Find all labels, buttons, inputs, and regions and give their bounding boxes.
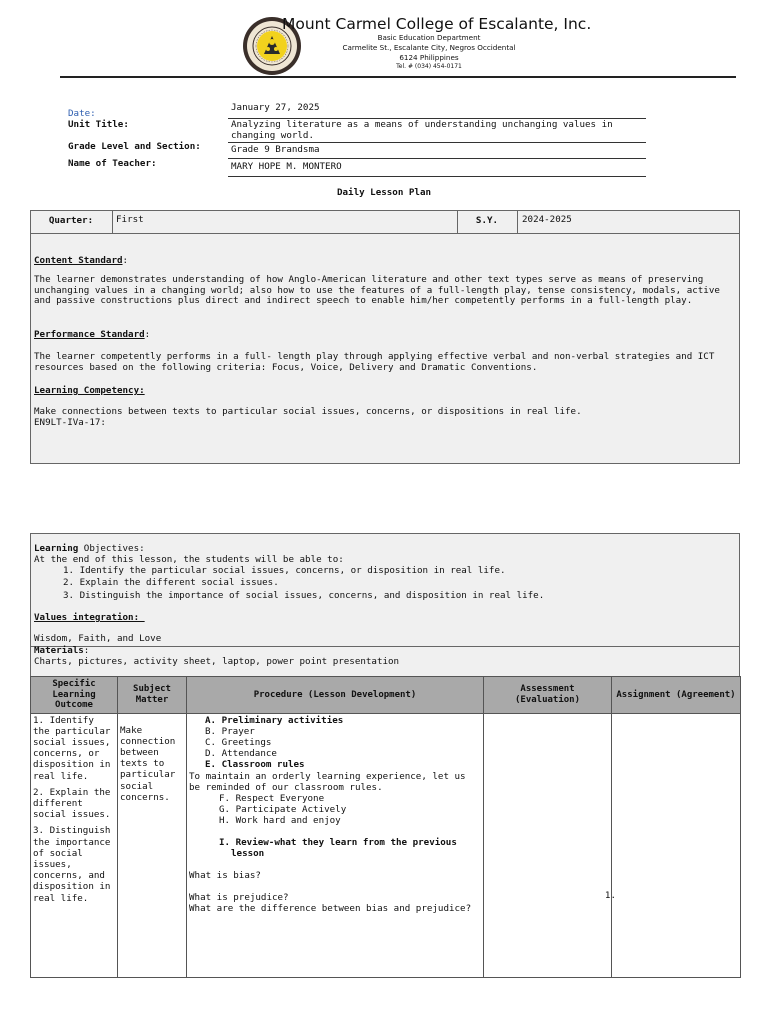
outcome-item-1: 1. Identify the particular social issues, concerns, or disposition in real life.: [33, 714, 111, 782]
header-specific-outcome: Specific Learning Outcome: [31, 677, 118, 714]
quarter-value: First: [116, 214, 144, 225]
header-procedure: Procedure (Lesson Development): [187, 677, 484, 714]
telephone-line: Tel. # (034) 454-0171: [396, 63, 462, 70]
materials-text: Charts, pictures, activity sheet, laptop, power point presentation: [34, 656, 400, 667]
colon: :: [144, 329, 151, 340]
date-value: January 27, 2025: [231, 102, 320, 113]
procedure-g: G. Participate Actively: [219, 804, 347, 816]
date-label: Date:: [68, 108, 96, 119]
objective-item-3: 3. Distinguish the importance of social issues, concerns, and disposition in real life.: [63, 590, 545, 601]
header-assessment: Assessment (Evaluation): [484, 677, 612, 714]
table-row: [31, 713, 741, 977]
review-question-2: What is prejudice?: [189, 892, 289, 904]
header-subject-matter: Subject Matter: [118, 677, 187, 714]
grade-level-value: Grade 9 Brandsma: [231, 144, 320, 155]
teacher-label: Name of Teacher:: [68, 158, 157, 169]
outcome-item-2: 2. Explain the different social issues.: [33, 786, 111, 821]
sy-divider-right: [517, 210, 518, 234]
procedure-table: [30, 676, 741, 978]
procedure-f: F. Respect Everyone: [219, 792, 325, 804]
standards-box: [30, 233, 740, 464]
procedure-b: B. Prayer: [205, 725, 255, 737]
school-year-label: S.Y.: [475, 215, 499, 226]
content-standard-text: The learner demonstrates understanding of how Anglo-American literature and other text types serve as means of preserving unchanging values in a changing world; also how to use the features of a full-length play, tense consistency, modals, active and passive constructions plus direct and indirect speech to enable him/her competently performs in a full-length play.: [34, 274, 720, 307]
procedure-h: H. Work hard and enjoy: [219, 815, 341, 827]
materials-label: Materials: [34, 645, 84, 656]
procedure-i: I. Review-what they learn from the previous lesson: [219, 836, 457, 859]
assessment-item-marker: 1.: [604, 889, 616, 901]
review-question-1: What is bias?: [189, 869, 261, 881]
table-header-row: [31, 677, 741, 714]
objectives-heading-rest: Objectives:: [78, 543, 145, 554]
procedure-a: A. Preliminary activities: [205, 714, 344, 726]
street-address: Carmelite St., Escalante City, Negros Occidental: [342, 43, 516, 52]
school-year-value: 2024-2025: [522, 214, 572, 225]
subject-matter-text: Make connection between texts to particular social concerns.: [120, 724, 176, 803]
teacher-value: MARY HOPE M. MONTERO: [231, 161, 342, 172]
objectives-intro: At the end of this lesson, the students will be able to:: [34, 554, 344, 565]
procedure-cell: [187, 713, 484, 977]
performance-standard-heading: Performance Standard: [34, 329, 145, 340]
quarter-label: Quarter:: [48, 215, 94, 226]
assessment-cell: [484, 713, 616, 977]
teacher-underline: [228, 176, 646, 177]
values-integration-heading: Values integration:: [34, 612, 145, 623]
procedure-d: D. Attendance: [205, 748, 277, 760]
outcomes-cell: [31, 713, 118, 977]
competency-code: EN9LT-IVa-17:: [34, 417, 106, 428]
colon: :: [122, 255, 129, 266]
header-divider: [60, 76, 736, 78]
colon: :: [83, 645, 90, 656]
school-name: Mount Carmel College of Escalante, Inc.: [282, 15, 592, 33]
learning-competency-heading: Learning Competency:: [34, 385, 145, 396]
assignment-cell: [612, 713, 741, 977]
header-assignment: Assignment (Agreement): [612, 677, 741, 714]
objective-item-2: 2. Explain the different social issues.: [63, 577, 279, 588]
objectives-heading-bold: Learning: [34, 543, 79, 554]
learning-competency-text: Make connections between texts to particular social issues, concerns, or dispositions in real life.: [34, 406, 582, 417]
unit-title-label: Unit Title:: [68, 119, 129, 130]
quarter-divider: [112, 210, 113, 234]
unit-title-value: Analyzing literature as a means of understanding unchanging values in changing world.: [231, 119, 613, 141]
procedure-e: E. Classroom rules: [205, 759, 305, 771]
performance-standard-text: The learner competently performs in a full- length play through applying effective verbal and non-verbal strategies and ICT resources based on the following criteria: Focus, Voice, Delivery and Dramatic Conventions.: [34, 351, 715, 373]
procedure-c: C. Greetings: [205, 736, 272, 748]
grade-level-underline: [228, 158, 646, 159]
postal-line: 6124 Philippines: [399, 53, 459, 62]
objective-item-1: 1. Identify the particular social issues, concerns, or disposition in real life.: [63, 565, 506, 576]
values-integration-text: Wisdom, Faith, and Love: [34, 633, 162, 644]
outcome-item-3: 3. Distinguish the importance of social issues, concerns, and disposition in real life.: [33, 825, 111, 904]
department-line: Basic Education Department: [377, 33, 481, 42]
review-question-3: What are the difference between bias and prejudice?: [189, 903, 472, 915]
subject-matter-cell: [118, 713, 187, 977]
document-title: Daily Lesson Plan: [336, 187, 432, 198]
unit-title-underline: [228, 142, 646, 143]
grade-level-label: Grade Level and Section:: [68, 141, 201, 152]
content-standard-heading: Content Standard: [34, 255, 123, 266]
classroom-rules-intro: To maintain an orderly learning experience, let us be reminded of our classroom rules.: [189, 770, 466, 793]
